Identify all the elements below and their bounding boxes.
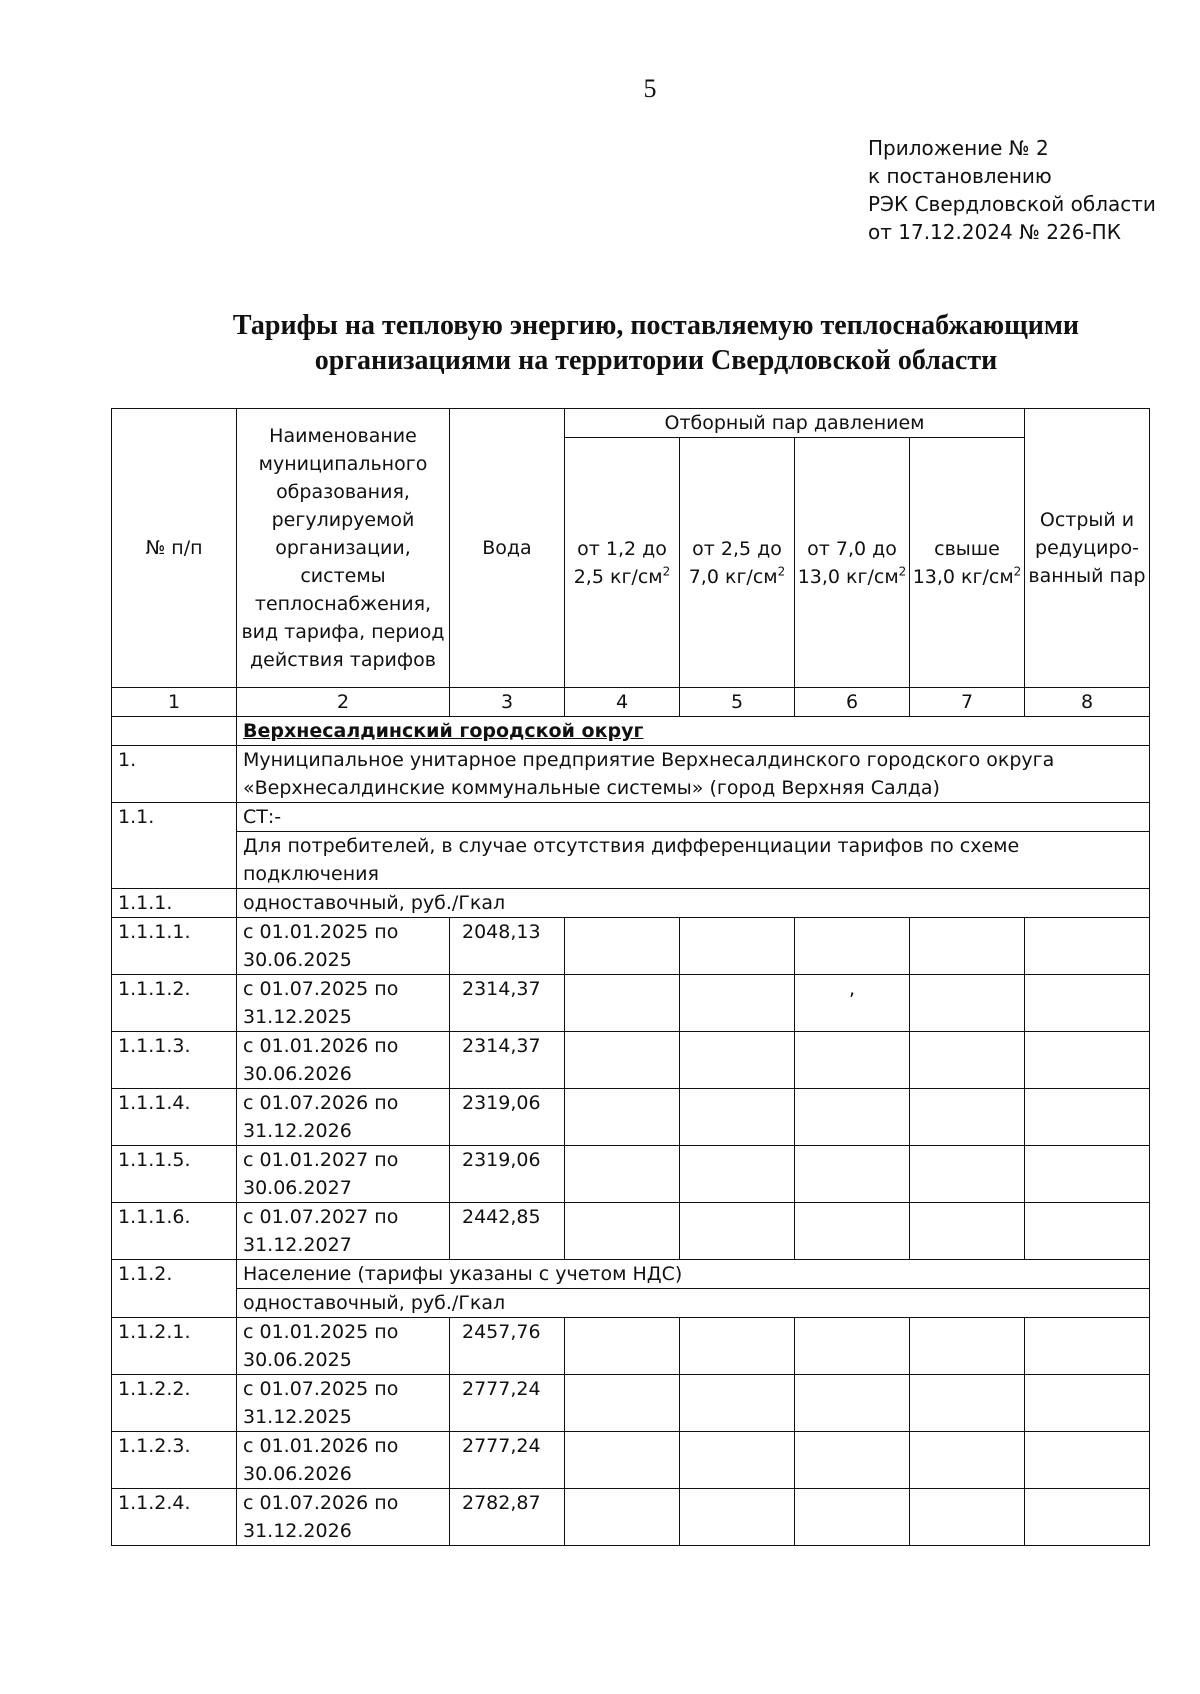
tariff-type-label: одноставочный, руб./Гкал — [237, 889, 1150, 918]
empty-cell — [910, 975, 1025, 1032]
water-tariff-cell — [450, 918, 565, 975]
table-row — [112, 1318, 1150, 1375]
water-tariff-cell — [450, 1203, 565, 1260]
tariffs-table — [111, 408, 1150, 1546]
stray-comma-mark: , — [848, 978, 856, 1000]
empty-cell — [795, 1089, 910, 1146]
table-row — [112, 975, 1150, 1032]
column-number-row — [112, 688, 1150, 717]
water-tariff-value: 2782,87 — [462, 1492, 541, 1514]
row-number: 1.1.1. — [112, 889, 237, 918]
row-number: 1. — [112, 746, 237, 803]
empty-cell — [910, 1032, 1025, 1089]
header-name: Наименование муниципального образования, регулируемой организации, системы теплоснабжения, вид тарифа, период действия тарифов — [237, 409, 450, 688]
empty-cell — [1025, 1146, 1150, 1203]
header-pressure-2-text: от 2,5 до 7,0 кг/см — [688, 537, 782, 588]
period-cell: с 01.07.2026 по 31.12.2026 — [237, 1489, 450, 1546]
table-row — [112, 1375, 1150, 1432]
empty-cell — [1025, 1432, 1150, 1489]
empty-cell — [1025, 975, 1150, 1032]
title-line: Тарифы на тепловую энергию, поставляемую теплоснабжающими — [232, 310, 1080, 341]
table-header-row — [112, 409, 1150, 438]
empty-cell — [1025, 1203, 1150, 1260]
empty-cell — [565, 1032, 680, 1089]
period-cell: с 01.01.2025 по 30.06.2025 — [237, 1318, 450, 1375]
period-cell: с 01.01.2026 по 30.06.2026 — [237, 1432, 450, 1489]
table-row — [112, 1032, 1150, 1089]
period-cell: с 01.01.2026 по 30.06.2026 — [237, 1032, 450, 1089]
empty-cell — [795, 1375, 910, 1432]
appendix-note — [868, 134, 1156, 246]
empty-cell — [680, 975, 795, 1032]
column-number: 3 — [450, 688, 565, 717]
empty-cell — [910, 1089, 1025, 1146]
table-row — [112, 1489, 1150, 1546]
row-number: 1.1.2.2. — [112, 1375, 237, 1432]
section-row — [112, 1260, 1150, 1289]
water-tariff-cell — [450, 1489, 565, 1546]
table-row — [112, 918, 1150, 975]
tariff-type-row — [112, 889, 1150, 918]
period-cell: с 01.01.2027 по 30.06.2027 — [237, 1146, 450, 1203]
water-tariff-value: 2048,13 — [462, 921, 541, 943]
empty-cell — [795, 1318, 910, 1375]
page-number: 5 — [643, 74, 657, 103]
column-number: 6 — [795, 688, 910, 717]
header-pressure-1-text: от 1,2 до 2,5 кг/см — [573, 537, 667, 588]
empty-cell — [795, 1489, 910, 1546]
water-tariff-value: 2319,06 — [462, 1149, 541, 1171]
empty-cell — [680, 1318, 795, 1375]
appendix-line: Приложение № 2 — [868, 136, 1049, 160]
water-tariff-cell — [450, 1318, 565, 1375]
header-pressure-3 — [795, 438, 910, 688]
section-row — [112, 803, 1150, 832]
column-number: 1 — [112, 688, 237, 717]
empty-cell — [795, 1146, 910, 1203]
row-number: 1.1.2.4. — [112, 1489, 237, 1546]
empty-cell — [795, 1032, 910, 1089]
empty-cell — [1025, 1318, 1150, 1375]
section-description: Для потребителей, в случае отсутствия дифференциации тарифов по схеме подключения — [237, 832, 1150, 889]
empty-cell — [565, 1432, 680, 1489]
appendix-line: РЭК Свердловской области — [868, 192, 1156, 216]
table-row — [112, 1089, 1150, 1146]
superscript: 2 — [662, 564, 671, 579]
empty-cell — [795, 918, 910, 975]
column-number: 8 — [1025, 688, 1150, 717]
empty-cell — [680, 1146, 795, 1203]
water-tariff-cell — [450, 1089, 565, 1146]
empty-cell — [680, 918, 795, 975]
empty-cell — [565, 1089, 680, 1146]
row-number: 1.1. — [112, 803, 237, 889]
section-label: Население (тарифы указаны с учетом НДС) — [237, 1260, 1150, 1289]
header-steam-group: Отборный пар давлением — [565, 409, 1025, 438]
column-number: 5 — [680, 688, 795, 717]
table-row — [112, 1146, 1150, 1203]
empty-cell — [565, 1375, 680, 1432]
period-cell: с 01.07.2025 по 31.12.2025 — [237, 975, 450, 1032]
water-tariff-value: 2777,24 — [462, 1435, 541, 1457]
empty-cell — [680, 1489, 795, 1546]
row-number: 1.1.1.4. — [112, 1089, 237, 1146]
empty-cell — [1025, 1089, 1150, 1146]
header-pressure-1 — [565, 438, 680, 688]
empty-cell — [795, 1432, 910, 1489]
water-tariff-value: 2442,85 — [462, 1206, 541, 1228]
row-number: 1.1.2.3. — [112, 1432, 237, 1489]
empty-cell — [1025, 918, 1150, 975]
empty-cell — [680, 1089, 795, 1146]
tariff-type-row — [112, 1289, 1150, 1318]
title-line: организациями на территории Свердловской области — [314, 345, 998, 376]
organization-name: Муниципальное унитарное предприятие Верхнесалдинского городского округа «Верхнесалдинские коммунальные системы» (город Верхняя Салда) — [237, 746, 1150, 803]
period-cell: с 01.07.2026 по 31.12.2026 — [237, 1089, 450, 1146]
stray-mark-cell — [795, 975, 910, 1032]
empty-cell — [910, 1432, 1025, 1489]
water-tariff-value: 2457,76 — [462, 1321, 541, 1343]
empty-cell — [565, 1489, 680, 1546]
table-row — [112, 1203, 1150, 1260]
period-cell: с 01.01.2025 по 30.06.2025 — [237, 918, 450, 975]
empty-cell — [910, 1375, 1025, 1432]
empty-cell — [565, 1318, 680, 1375]
table-row — [112, 1432, 1150, 1489]
empty-cell — [565, 975, 680, 1032]
row-number: 1.1.1.6. — [112, 1203, 237, 1260]
column-number: 4 — [565, 688, 680, 717]
empty-cell — [565, 1146, 680, 1203]
water-tariff-cell — [450, 1432, 565, 1489]
section-description-row — [112, 832, 1150, 889]
superscript: 2 — [898, 564, 907, 579]
empty-cell — [1025, 1375, 1150, 1432]
empty-cell — [680, 1032, 795, 1089]
empty-cell — [680, 1375, 795, 1432]
header-num: № п/п — [112, 409, 237, 688]
empty-cell — [910, 1146, 1025, 1203]
appendix-line: к постановлению — [868, 164, 1052, 188]
header-pressure-3-text: от 7,0 до 13,0 кг/см — [797, 537, 899, 588]
appendix-line: от 17.12.2024 № 226-ПК — [868, 220, 1121, 244]
empty-cell — [910, 1489, 1025, 1546]
row-number: 1.1.2.1. — [112, 1318, 237, 1375]
superscript: 2 — [1013, 564, 1022, 579]
organization-row — [112, 746, 1150, 803]
superscript: 2 — [777, 564, 786, 579]
empty-cell — [112, 717, 237, 746]
empty-cell — [1025, 1489, 1150, 1546]
document-title — [110, 308, 1200, 378]
column-number: 2 — [237, 688, 450, 717]
column-number: 7 — [910, 688, 1025, 717]
header-pressure-4 — [910, 438, 1025, 688]
water-tariff-value: 2319,06 — [462, 1092, 541, 1114]
region-row — [112, 717, 1150, 746]
region-name: Верхнесалдинский городской округ — [237, 717, 1150, 746]
header-pressure-2 — [680, 438, 795, 688]
empty-cell — [565, 918, 680, 975]
row-number: 1.1.2. — [112, 1260, 237, 1318]
tariff-type-label: одноставочный, руб./Гкал — [237, 1289, 1150, 1318]
header-sharp-steam: Острый и редуциро-ванный пар — [1025, 409, 1150, 688]
empty-cell — [680, 1432, 795, 1489]
water-tariff-value: 2777,24 — [462, 1378, 541, 1400]
row-number: 1.1.1.1. — [112, 918, 237, 975]
water-tariff-cell — [450, 1375, 565, 1432]
row-number: 1.1.1.3. — [112, 1032, 237, 1089]
water-tariff-cell — [450, 975, 565, 1032]
section-label: СТ:- — [237, 803, 1150, 832]
water-tariff-value: 2314,37 — [462, 1035, 541, 1057]
empty-cell — [565, 1203, 680, 1260]
water-tariff-value: 2314,37 — [462, 978, 541, 1000]
header-pressure-4-text: свыше 13,0 кг/см — [912, 537, 1014, 588]
water-tariff-cell — [450, 1032, 565, 1089]
empty-cell — [910, 1318, 1025, 1375]
empty-cell — [910, 918, 1025, 975]
empty-cell — [680, 1203, 795, 1260]
row-number: 1.1.1.2. — [112, 975, 237, 1032]
header-water: Вода — [450, 409, 565, 688]
period-cell: с 01.07.2025 по 31.12.2025 — [237, 1375, 450, 1432]
empty-cell — [1025, 1032, 1150, 1089]
empty-cell — [910, 1203, 1025, 1260]
water-tariff-cell — [450, 1146, 565, 1203]
period-cell: с 01.07.2027 по 31.12.2027 — [237, 1203, 450, 1260]
row-number: 1.1.1.5. — [112, 1146, 237, 1203]
empty-cell — [795, 1203, 910, 1260]
